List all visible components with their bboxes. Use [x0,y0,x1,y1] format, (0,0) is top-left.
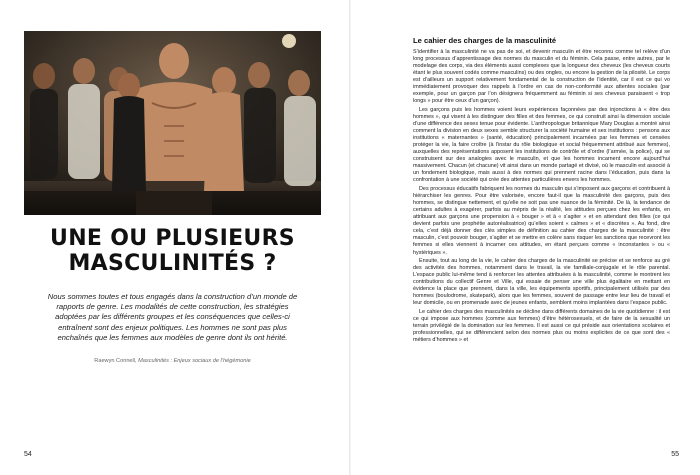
paragraph: S’identifier à la masculinité ne va pas de soi, et devenir masculin et être reconnu comme tel relève d’un long processus d’apprentissage des normes du masculin et du féminin. Cela passe, entre autres, par le modelage des corps, via des éléments aussi complexes que la longueur des cheveux (les cheveux courts étant le plus souvent codés comme masculins) ou des ongles, ou encore la gestion de la pilosité. Le corps est d’ailleurs un support relativement fondamental de la construction de l’identité, car il est ce qui vo immédiatement provoquer des rappels à l’ordre en cas de non-conformité aux attentes sociales (par exemple, pour un garçon par l’on désignera fréquemment au féminin si ses cheveux paraissent « trop longs » pour être ceux d’un garçon). [413,49,670,105]
left-page [0,0,349,475]
paragraph: Les garçons puis les hommes voient leurs expériences façonnées par des injonctions à « être des hommes », qui visent à les distinguer des filles et des femmes, ce qui construit ainsi la dimension sociale d’une différence des sexes tenue pour évidente. L’anthropologue britannique Mary Douglas a montré ainsi comment la division en deux sexes semble structurer la société humaine et ses institutions : pensons aux institutions « maternantes » (santé, éducation) principalement incarnées par les femmes et censées protéger la vie, la faire croître (à l’instar du rôle biologique et social fréquemment attribué aux femmes), auxquelles des représentations apposent les institutions de contrôle et d’ordre (l’armée, la police), qui se construisent sur des analogies avec le masculin, et que les hommes incarnent encore aujourd’hui massivement. Chacun (et chacune) vit ainsi dans un monde partagé et divisé, où le masculin est associé à un fondement biologique, mais aussi à des normes qui prennent racine dans l’éducation, puis dans la confrontation à une société qui crée des attentes particulières envers les hommes. [413,106,670,184]
paragraph: Des processus éducatifs fabriquent les normes du masculin qui s’imposent aux garçons et contribuent à hiérarchiser les genres. Pour être valorisée, encore faut-il que la masculinité des garçons, puis des hommes, se distingue nettement, et qu’elle ne soit pas une nuance de la féminité. De là, la tendance de certains adultes à exagérer, parfois au mépris de la réalité, les attitudes perçues chez les enfants, en attribuant aux garçons une propension à « bouger » et à « s’agiter » et en attendant des filles (ce qui devient parfois une prophétie autoréalisatrice) qu’elles soient « calmes » et « discrètes ». Au fond, dire cela, c’est déjà donner des clés simples de définition au cahier des charges de la masculinité : être masculin, c’est pouvoir bouger, s’agiter et se mettre en colère sans risquer les sanctions que recevront les femmes si elles viennent à incarner ces attitudes, en étant perçues comme « inconstantes » ou « hystériques ». [413,186,670,256]
quote-credit [40,358,305,364]
right-page [351,0,700,475]
lede-quote: Nous sommes toutes et tous engagés dans la construction d’un monde de rapports de genre. Les modalités de cette construction, les stratégies adoptées par les différents groupes et les conséquences que celles-ci entraînent sont des enjeux politiques. Les hommes ne sont pas plus enchaînés que les femmes aux modèles de genre dont ils ont hérité. [47,292,298,342]
body-text [413,49,670,344]
page-number-right: 55 [671,451,679,458]
credit-title: Masculinités : Enjeux sociaux de l’hégémonie [138,358,251,364]
paragraph: Ensuite, tout au long de la vie, le cahier des charges de la masculinité se précise et se renforce au gré des activités des hommes, notamment dans le travail, la vie familiale-conjugale et le rôle parental. L’espace public lui-même tend à renforcer les attentes attribuées à la masculinité, comme le montrent les contributions du collectif Genre et Ville, qui essaie de penser une ville plus égalitaire en mettant en évidence la place que prennent, dans la ville, les équipements sportifs, principalement utilisés par des hommes (boulodrome, skatepark), alors que les femmes, souvent de passage entre leur lieu de travail et leur domicile, ou en promenade avec de jeunes enfants, semblent moins implantées dans l’espace public. [413,258,670,307]
page-headline [24,226,321,276]
credit-author: Raewyn Connell, [94,358,139,364]
headline-line-1: UNE OU PLUSIEURS [50,226,295,251]
section-title: Le cahier des charges de la masculinité [413,36,557,45]
paragraph: Le cahier des charges des masculinités se décline dans différents domaines de la vie quotidienne : il est ce qui impose aux hommes (comme aux femmes) d’être hétérosexuels, et de faire de la sexualité un terrain privilégié de la domination sur les femmes. Il est aussi ce qui préside aux orientations scolaires et professionnelles, qui se différencient selon des normes plus ou moins explicites de ce que sont des « métiers d’hommes » et [413,309,670,344]
page-number-left: 54 [24,451,32,458]
photo-illustration [24,31,321,215]
headline-line-2: MASCULINITÉS ? [68,251,277,276]
text-column [413,36,670,346]
photo-of-men-in-basement-icon [24,31,321,215]
